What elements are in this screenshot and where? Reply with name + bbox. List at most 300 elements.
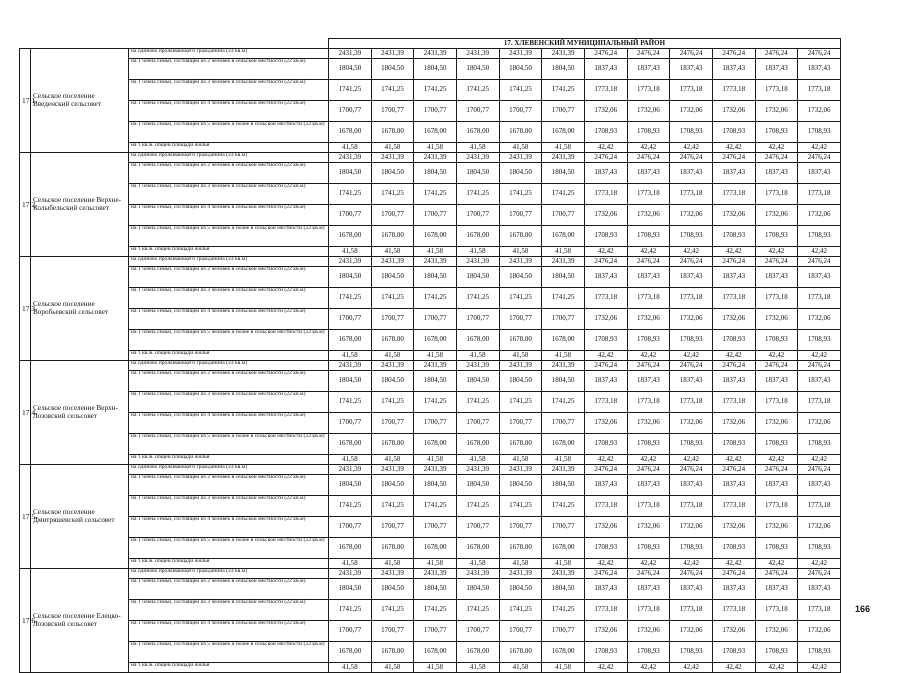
value-cell: 1837,43	[627, 59, 670, 80]
value-cell: 1678,00	[371, 642, 414, 663]
value-cell: 2476,24	[627, 361, 670, 371]
row-description: на 1 члена семьи, состоящей из 5 человек и более в сельской местности (22 кв.м)	[129, 226, 329, 247]
value-cell: 1732,06	[584, 621, 627, 642]
value-cell: 1741,25	[499, 288, 542, 309]
value-cell: 41,58	[329, 351, 372, 361]
value-cell: 2431,39	[542, 465, 585, 475]
row-description: на одиноко проживающего гражданина (33 кв.м)	[129, 361, 329, 371]
value-cell: 42,42	[712, 455, 755, 465]
settlement-index: 17.4.	[20, 361, 31, 465]
value-cell: 1741,25	[414, 288, 457, 309]
table-row	[20, 371, 841, 392]
value-cell: 1741,25	[329, 600, 372, 621]
value-cell: 1732,06	[584, 309, 627, 330]
value-cell: 1741,25	[329, 184, 372, 205]
table-row	[20, 288, 841, 309]
table-title-row	[20, 39, 841, 49]
value-cell: 41,58	[371, 247, 414, 257]
value-cell: 1700,77	[456, 621, 499, 642]
value-cell: 1732,06	[798, 205, 841, 226]
value-cell: 1700,77	[456, 309, 499, 330]
row-description: на 1 члена семьи, состоящей из 4 человек в сельской местности (22 кв.м)	[129, 621, 329, 642]
value-cell: 1700,77	[329, 517, 372, 538]
value-cell: 1773,18	[755, 392, 798, 413]
value-cell: 1837,43	[670, 163, 713, 184]
row-description: на 1 члена семьи, состоящей из 2 человек в сельской местности (22 кв.м)	[129, 579, 329, 600]
value-cell: 1732,06	[712, 205, 755, 226]
value-cell: 41,58	[414, 455, 457, 465]
value-cell: 42,42	[798, 143, 841, 153]
value-cell: 1708,93	[670, 330, 713, 351]
value-cell: 41,58	[542, 247, 585, 257]
value-cell: 1678,00	[542, 122, 585, 143]
table-row	[20, 434, 841, 455]
value-cell: 2431,39	[371, 361, 414, 371]
value-cell: 1708,93	[712, 538, 755, 559]
value-cell: 1732,06	[755, 621, 798, 642]
value-cell: 1678,00	[499, 538, 542, 559]
value-cell: 1741,25	[456, 600, 499, 621]
value-cell: 1741,25	[456, 80, 499, 101]
row-description: на 1 члена семьи, состоящей из 3 человек в сельской местности (22 кв.м)	[129, 496, 329, 517]
value-cell: 1678,00	[456, 538, 499, 559]
value-cell: 1773,18	[670, 184, 713, 205]
value-cell: 1678,00	[329, 330, 372, 351]
value-cell: 1678,00	[414, 434, 457, 455]
table-row	[20, 559, 841, 569]
value-cell: 1708,93	[712, 642, 755, 663]
row-description: на 1 члена семьи, состоящей из 3 человек в сельской местности (22 кв.м)	[129, 288, 329, 309]
value-cell: 1741,25	[329, 496, 372, 517]
settlement-index: 17.5.	[20, 465, 31, 569]
value-cell: 2431,39	[499, 153, 542, 163]
table-row	[20, 361, 841, 371]
value-cell: 2431,39	[329, 257, 372, 267]
value-cell: 1773,18	[584, 80, 627, 101]
value-cell: 1741,25	[499, 392, 542, 413]
value-cell: 1804,50	[329, 475, 372, 496]
value-cell: 1837,43	[798, 475, 841, 496]
table-row	[20, 475, 841, 496]
value-cell: 1700,77	[329, 309, 372, 330]
value-cell: 1732,06	[712, 101, 755, 122]
value-cell: 2476,24	[627, 569, 670, 579]
value-cell: 1700,77	[542, 309, 585, 330]
value-cell: 1708,93	[670, 226, 713, 247]
row-description: на 1 члена семьи, состоящей из 5 человек и более в сельской местности (22 кв.м)	[129, 330, 329, 351]
value-cell: 1837,43	[755, 579, 798, 600]
settlement-name: Сельское поселение Верхн-Лозовский сельсовет	[31, 361, 129, 465]
value-cell: 1732,06	[712, 413, 755, 434]
value-cell: 1732,06	[670, 413, 713, 434]
value-cell: 2431,39	[329, 569, 372, 579]
value-cell: 2431,39	[456, 569, 499, 579]
value-cell: 1741,25	[371, 392, 414, 413]
value-cell: 2431,39	[499, 49, 542, 59]
value-cell: 2431,39	[414, 465, 457, 475]
value-cell: 1804,50	[414, 59, 457, 80]
value-cell: 41,58	[414, 663, 457, 673]
value-cell: 1678,00	[456, 226, 499, 247]
value-cell: 1741,25	[542, 600, 585, 621]
value-cell: 41,58	[542, 351, 585, 361]
value-cell: 1732,06	[712, 621, 755, 642]
value-cell: 42,42	[755, 559, 798, 569]
value-cell: 1804,50	[542, 267, 585, 288]
value-cell: 1732,06	[670, 205, 713, 226]
value-cell: 1773,18	[584, 600, 627, 621]
value-cell: 1678,00	[456, 122, 499, 143]
value-cell: 41,58	[414, 247, 457, 257]
value-cell: 2476,24	[798, 153, 841, 163]
value-cell: 42,42	[712, 143, 755, 153]
value-cell: 41,58	[329, 663, 372, 673]
value-cell: 1678,00	[542, 642, 585, 663]
value-cell: 42,42	[798, 559, 841, 569]
row-description: на 1 члена семьи, состоящей из 3 человек в сельской местности (22 кв.м)	[129, 80, 329, 101]
value-cell: 1741,25	[542, 184, 585, 205]
value-cell: 1741,25	[329, 288, 372, 309]
value-cell: 2431,39	[414, 257, 457, 267]
row-description: на одиноко проживающего гражданина (33 кв.м)	[129, 49, 329, 59]
value-cell: 1700,77	[499, 413, 542, 434]
row-description: на 1 кв.м. общей площади жилья	[129, 455, 329, 465]
value-cell: 1732,06	[627, 101, 670, 122]
value-cell: 41,58	[329, 247, 372, 257]
value-cell: 1773,18	[584, 496, 627, 517]
value-cell: 1773,18	[670, 80, 713, 101]
value-cell: 1732,06	[627, 205, 670, 226]
page-number: 166	[855, 604, 871, 614]
value-cell: 1773,18	[670, 496, 713, 517]
value-cell: 2431,39	[456, 49, 499, 59]
value-cell: 1773,18	[627, 600, 670, 621]
table-row	[20, 351, 841, 361]
table-row	[20, 49, 841, 59]
value-cell: 1700,77	[414, 309, 457, 330]
value-cell: 1741,25	[542, 392, 585, 413]
value-cell: 1773,18	[798, 184, 841, 205]
value-cell: 1678,00	[542, 330, 585, 351]
value-cell: 1708,93	[712, 330, 755, 351]
value-cell: 2431,39	[499, 257, 542, 267]
row-description: на 1 члена семьи, состоящей из 4 человек в сельской местности (22 кв.м)	[129, 101, 329, 122]
value-cell: 1732,06	[670, 309, 713, 330]
value-cell: 1837,43	[755, 267, 798, 288]
value-cell: 1678,00	[414, 226, 457, 247]
settlement-name: Сельское поселение Дмитряшевский сельсовет	[31, 465, 129, 569]
value-cell: 1773,18	[627, 184, 670, 205]
row-description: на 1 члена семьи, состоящей из 4 человек в сельской местности (22 кв.м)	[129, 517, 329, 538]
value-cell: 1700,77	[329, 205, 372, 226]
value-cell: 1708,93	[584, 330, 627, 351]
value-cell: 2431,39	[371, 569, 414, 579]
value-cell: 2476,24	[670, 257, 713, 267]
value-cell: 1804,50	[414, 579, 457, 600]
value-cell: 1678,00	[414, 330, 457, 351]
value-cell: 1678,00	[499, 434, 542, 455]
value-cell: 1804,50	[542, 579, 585, 600]
value-cell: 2431,39	[456, 153, 499, 163]
value-cell: 1804,50	[542, 59, 585, 80]
value-cell: 42,42	[670, 455, 713, 465]
value-cell: 2476,24	[584, 257, 627, 267]
value-cell: 1732,06	[670, 101, 713, 122]
value-cell: 1837,43	[798, 59, 841, 80]
value-cell: 2476,24	[798, 569, 841, 579]
value-cell: 1741,25	[499, 184, 542, 205]
value-cell: 1700,77	[414, 517, 457, 538]
table-row	[20, 392, 841, 413]
value-cell: 2476,24	[798, 49, 841, 59]
table-row	[20, 496, 841, 517]
value-cell: 1804,50	[371, 59, 414, 80]
value-cell: 1732,06	[755, 101, 798, 122]
value-cell: 42,42	[712, 351, 755, 361]
value-cell: 2431,39	[414, 153, 457, 163]
value-cell: 1700,77	[414, 205, 457, 226]
value-cell: 1708,93	[755, 226, 798, 247]
value-cell: 1678,00	[414, 642, 457, 663]
value-cell: 1773,18	[755, 184, 798, 205]
value-cell: 2476,24	[712, 465, 755, 475]
row-description: на 1 кв.м. общей площади жилья	[129, 143, 329, 153]
value-cell: 1837,43	[627, 579, 670, 600]
value-cell: 42,42	[755, 143, 798, 153]
value-cell: 1732,06	[755, 517, 798, 538]
value-cell: 1708,93	[627, 226, 670, 247]
value-cell: 1732,06	[627, 621, 670, 642]
value-cell: 1837,43	[670, 59, 713, 80]
value-cell: 2476,24	[755, 257, 798, 267]
value-cell: 1804,50	[329, 163, 372, 184]
value-cell: 42,42	[755, 663, 798, 673]
table-row	[20, 122, 841, 143]
value-cell: 1837,43	[584, 267, 627, 288]
value-cell: 1700,77	[371, 101, 414, 122]
value-cell: 2431,39	[371, 153, 414, 163]
value-cell: 42,42	[755, 247, 798, 257]
value-cell: 1837,43	[798, 267, 841, 288]
value-cell: 42,42	[584, 351, 627, 361]
value-cell: 1708,93	[755, 434, 798, 455]
value-cell: 1804,50	[456, 267, 499, 288]
value-cell: 1837,43	[755, 163, 798, 184]
value-cell: 1678,00	[456, 330, 499, 351]
value-cell: 2476,24	[755, 153, 798, 163]
value-cell: 1678,00	[329, 122, 372, 143]
value-cell: 1804,50	[371, 267, 414, 288]
value-cell: 1773,18	[712, 80, 755, 101]
value-cell: 41,58	[414, 143, 457, 153]
value-cell: 1732,06	[712, 309, 755, 330]
row-description: на 1 члена семьи, состоящей из 5 человек и более в сельской местности (22 кв.м)	[129, 434, 329, 455]
value-cell: 1732,06	[670, 621, 713, 642]
value-cell: 1837,43	[627, 371, 670, 392]
value-cell: 1708,93	[798, 226, 841, 247]
value-cell: 1741,25	[414, 80, 457, 101]
value-cell: 1773,18	[755, 496, 798, 517]
table-row	[20, 247, 841, 257]
row-description: на 1 члена семьи, состоящей из 2 человек в сельской местности (22 кв.м)	[129, 163, 329, 184]
value-cell: 1773,18	[712, 184, 755, 205]
value-cell: 1741,25	[542, 80, 585, 101]
row-description: на 1 члена семьи, состоящей из 4 человек в сельской местности (22 кв.м)	[129, 205, 329, 226]
value-cell: 2476,24	[584, 153, 627, 163]
row-description: на 1 члена семьи, состоящей из 3 человек в сельской местности (22 кв.м)	[129, 184, 329, 205]
value-cell: 1678,00	[499, 226, 542, 247]
value-cell: 1804,50	[329, 579, 372, 600]
value-cell: 42,42	[670, 559, 713, 569]
value-cell: 1678,00	[499, 122, 542, 143]
value-cell: 41,58	[329, 143, 372, 153]
value-cell: 1773,18	[670, 288, 713, 309]
value-cell: 42,42	[798, 663, 841, 673]
value-cell: 1678,00	[371, 226, 414, 247]
value-cell: 2476,24	[670, 569, 713, 579]
value-cell: 1804,50	[371, 371, 414, 392]
value-cell: 41,58	[542, 559, 585, 569]
value-cell: 1741,25	[414, 600, 457, 621]
value-cell: 1773,18	[627, 288, 670, 309]
value-cell: 2431,39	[499, 569, 542, 579]
value-cell: 2476,24	[755, 569, 798, 579]
value-cell: 1804,50	[499, 267, 542, 288]
value-cell: 1700,77	[456, 517, 499, 538]
value-cell: 1678,00	[371, 122, 414, 143]
row-description: на 1 члена семьи, состоящей из 2 человек в сельской местности (22 кв.м)	[129, 371, 329, 392]
value-cell: 1700,77	[414, 413, 457, 434]
value-cell: 1773,18	[670, 392, 713, 413]
value-cell: 1732,06	[584, 205, 627, 226]
value-cell: 1678,00	[499, 642, 542, 663]
value-cell: 1804,50	[456, 163, 499, 184]
value-cell: 2431,39	[414, 361, 457, 371]
settlement-index: 17.3.	[20, 257, 31, 361]
row-description: на 1 члена семьи, состоящей из 4 человек в сельской местности (22 кв.м)	[129, 413, 329, 434]
value-cell: 1837,43	[712, 475, 755, 496]
value-cell: 41,58	[499, 559, 542, 569]
value-cell: 41,58	[499, 247, 542, 257]
value-cell: 1732,06	[798, 413, 841, 434]
value-cell: 1700,77	[456, 413, 499, 434]
value-cell: 41,58	[329, 559, 372, 569]
value-cell: 1708,93	[798, 330, 841, 351]
value-cell: 2476,24	[670, 361, 713, 371]
value-cell: 2476,24	[712, 569, 755, 579]
value-cell: 41,58	[456, 247, 499, 257]
value-cell: 1732,06	[670, 517, 713, 538]
value-cell: 1741,25	[499, 600, 542, 621]
value-cell: 1708,93	[627, 642, 670, 663]
tariff-table	[19, 38, 841, 673]
value-cell: 1678,00	[329, 226, 372, 247]
row-description: на 1 члена семьи, состоящей из 5 человек и более в сельской местности (22 кв.м)	[129, 538, 329, 559]
value-cell: 1700,77	[542, 621, 585, 642]
row-description: на 1 члена семьи, состоящей из 5 человек и более в сельской местности (22 кв.м)	[129, 122, 329, 143]
value-cell: 1773,18	[712, 600, 755, 621]
value-cell: 1804,50	[542, 475, 585, 496]
value-cell: 1741,25	[414, 184, 457, 205]
value-cell: 42,42	[627, 143, 670, 153]
value-cell: 41,58	[499, 351, 542, 361]
value-cell: 1741,25	[456, 288, 499, 309]
value-cell: 42,42	[584, 143, 627, 153]
value-cell: 1700,77	[499, 517, 542, 538]
value-cell: 1837,43	[627, 163, 670, 184]
table-row	[20, 184, 841, 205]
row-description: на 1 члена семьи, состоящей из 2 человек в сельской местности (22 кв.м)	[129, 59, 329, 80]
value-cell: 2431,39	[542, 49, 585, 59]
value-cell: 41,58	[499, 455, 542, 465]
value-cell: 2431,39	[542, 257, 585, 267]
value-cell: 1741,25	[371, 600, 414, 621]
value-cell: 42,42	[670, 143, 713, 153]
value-cell: 1804,50	[371, 475, 414, 496]
value-cell: 1708,93	[712, 122, 755, 143]
value-cell: 1678,00	[329, 434, 372, 455]
table-row	[20, 59, 841, 80]
value-cell: 1708,93	[584, 226, 627, 247]
value-cell: 1804,50	[542, 163, 585, 184]
value-cell: 1804,50	[414, 267, 457, 288]
table-row	[20, 309, 841, 330]
value-cell: 2476,24	[627, 257, 670, 267]
value-cell: 1804,50	[329, 59, 372, 80]
value-cell: 1708,93	[627, 330, 670, 351]
value-cell: 2431,39	[456, 465, 499, 475]
value-cell: 2431,39	[329, 361, 372, 371]
value-cell: 1773,18	[627, 392, 670, 413]
value-cell: 41,58	[371, 143, 414, 153]
value-cell: 2431,39	[371, 49, 414, 59]
value-cell: 1773,18	[584, 184, 627, 205]
value-cell: 1732,06	[755, 413, 798, 434]
value-cell: 1708,93	[798, 642, 841, 663]
value-cell: 1837,43	[712, 267, 755, 288]
value-cell: 1837,43	[670, 579, 713, 600]
row-description: на 1 члена семьи, состоящей из 5 человек и более в сельской местности (22 кв.м)	[129, 642, 329, 663]
value-cell: 1741,25	[329, 80, 372, 101]
value-cell: 1741,25	[456, 392, 499, 413]
value-cell: 1700,77	[499, 309, 542, 330]
row-description: на 1 кв.м. общей площади жилья	[129, 247, 329, 257]
value-cell: 1700,77	[371, 413, 414, 434]
value-cell: 41,58	[371, 663, 414, 673]
value-cell: 2476,24	[798, 361, 841, 371]
value-cell: 1732,06	[584, 101, 627, 122]
value-cell: 41,58	[456, 351, 499, 361]
value-cell: 1708,93	[798, 434, 841, 455]
value-cell: 1678,00	[456, 642, 499, 663]
value-cell: 41,58	[542, 663, 585, 673]
value-cell: 1804,50	[371, 163, 414, 184]
value-cell: 2476,24	[584, 49, 627, 59]
value-cell: 1678,00	[371, 330, 414, 351]
settlement-name: Сельское поселение Воробьевский сельсовет	[31, 257, 129, 361]
value-cell: 42,42	[798, 247, 841, 257]
value-cell: 1804,50	[456, 59, 499, 80]
value-cell: 1837,43	[584, 579, 627, 600]
value-cell: 2476,24	[712, 153, 755, 163]
value-cell: 1773,18	[584, 288, 627, 309]
value-cell: 1804,50	[499, 579, 542, 600]
value-cell: 1741,25	[456, 184, 499, 205]
value-cell: 42,42	[670, 351, 713, 361]
table-row	[20, 267, 841, 288]
value-cell: 1773,18	[627, 80, 670, 101]
value-cell: 1708,93	[755, 330, 798, 351]
